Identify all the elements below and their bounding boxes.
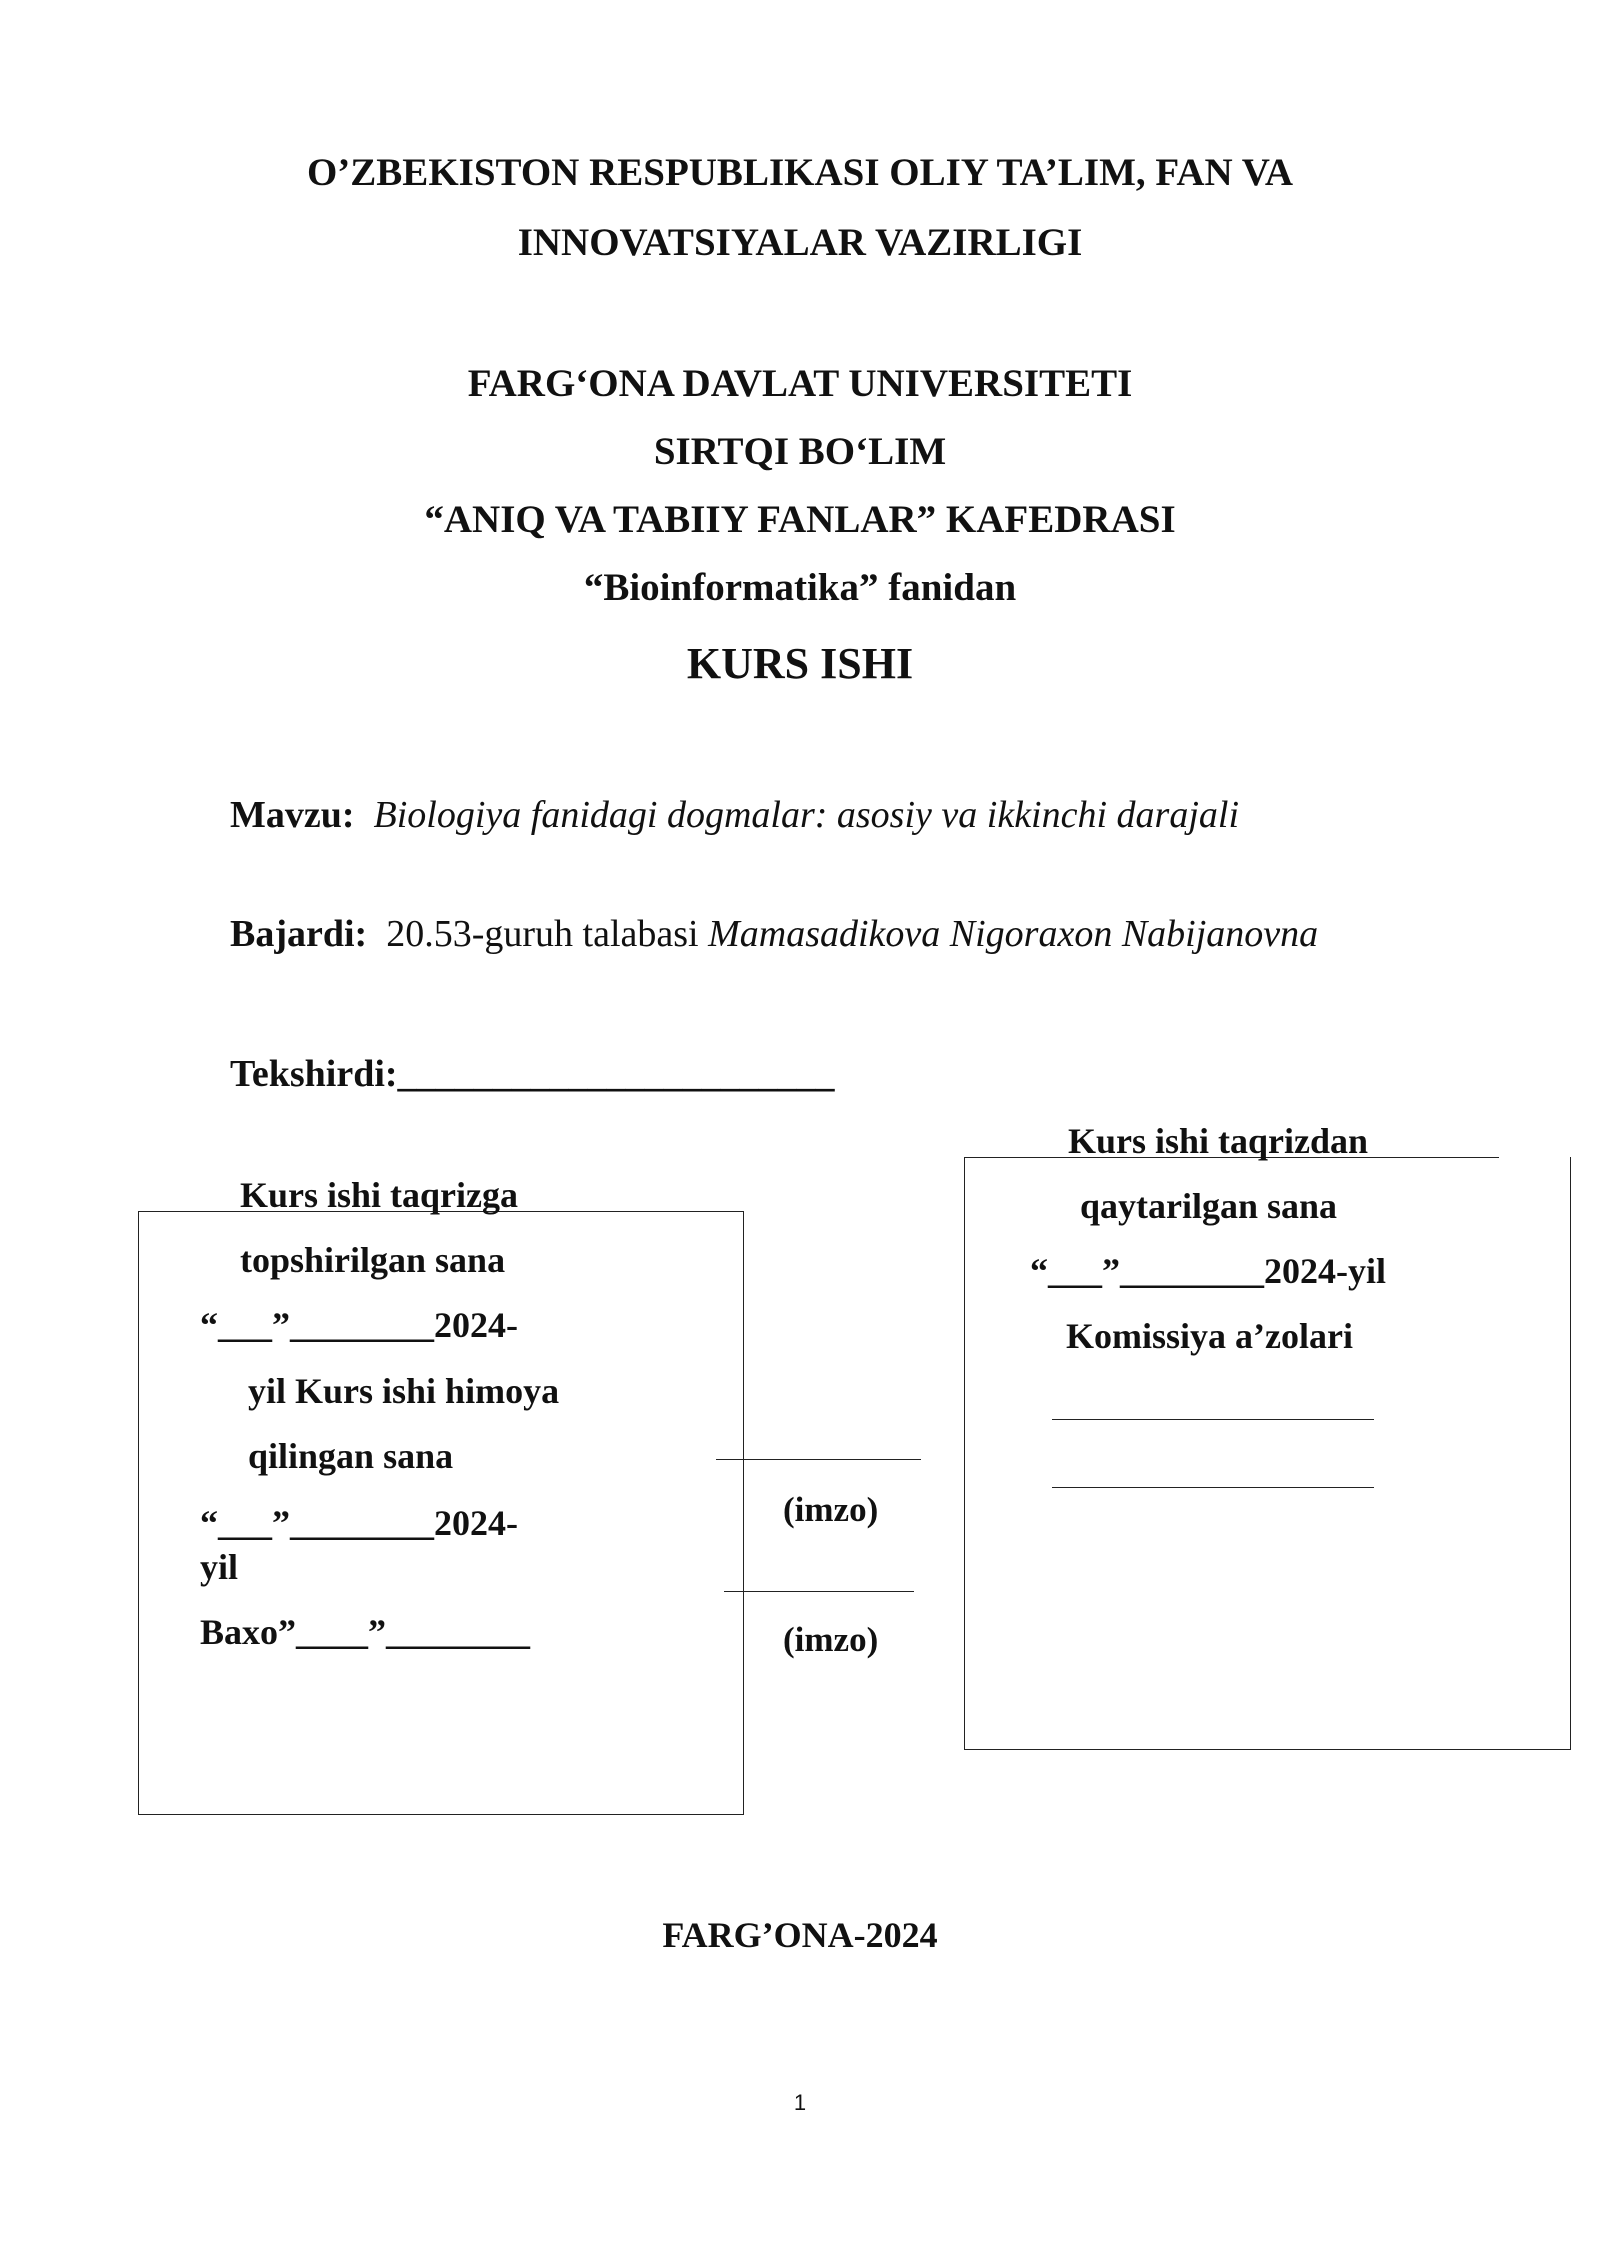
performer-line xyxy=(230,912,1318,956)
right-box-line-3: “___”________2024-yil xyxy=(1030,1251,1386,1291)
topic-label: Mavzu: xyxy=(230,794,355,836)
left-box-line-2: topshirilgan sana xyxy=(240,1240,506,1280)
signature-line-2 xyxy=(724,1591,914,1592)
topic-value: Biologiya fanidagi dogmalar: asosiy va ikkinchi darajali xyxy=(373,794,1239,836)
document-type: KURS ISHI xyxy=(686,639,914,688)
department-name: SIRTQI BO‘LIM xyxy=(653,430,947,473)
left-box-line-3: “___”________2024- xyxy=(200,1305,518,1345)
left-box-line-5: qilingan sana xyxy=(248,1436,454,1476)
topic-line xyxy=(230,793,1239,837)
left-box-line-1: Kurs ishi taqrizga xyxy=(240,1175,519,1215)
signature-label-1: (imzo) xyxy=(783,1490,879,1529)
performer-group: 20.53-guruh talabasi xyxy=(386,913,699,955)
right-review-box xyxy=(964,1157,1571,1750)
signature-label-2: (imzo) xyxy=(783,1620,879,1659)
signature-line-1 xyxy=(716,1459,921,1460)
commission-member-line-1 xyxy=(1052,1419,1374,1420)
university-name: FARG‘ONA DAVLAT UNIVERSITETI xyxy=(467,362,1133,405)
left-box-line-8: Baxo”____”________ xyxy=(200,1612,531,1652)
left-box-line-6: “___”________2024- xyxy=(200,1503,518,1543)
page-number: 1 xyxy=(793,2090,807,2115)
ministry-line-2: INNOVATSIYALAR VAZIRLIGI xyxy=(517,221,1083,264)
left-box-line-7: yil xyxy=(200,1547,239,1587)
ministry-line-1: O’ZBEKISTON RESPUBLIKASI OLIY TA’LIM, FAN VA xyxy=(306,151,1294,194)
footer-city-year: FARG’ONA-2024 xyxy=(662,1915,938,1955)
commission-member-line-2 xyxy=(1052,1487,1374,1488)
right-box-line-2: qaytarilgan sana xyxy=(1080,1186,1338,1226)
left-box-line-4: yil Kurs ishi himoya xyxy=(248,1371,560,1411)
right-box-line-1: Kurs ishi taqrizdan xyxy=(1068,1121,1369,1161)
right-box-line-4: Komissiya a’zolari xyxy=(1066,1316,1353,1356)
subject-line: “Bioinformatika” fanidan xyxy=(583,566,1017,609)
performer-name: Mamasadikova Nigoraxon Nabijanovna xyxy=(708,913,1319,955)
checker-line: Tekshirdi:_______________________ xyxy=(230,1053,835,1095)
chair-name: “ANIQ VA TABIIY FANLAR” KAFEDRASI xyxy=(424,498,1176,541)
performer-label: Bajardi: xyxy=(230,913,368,955)
